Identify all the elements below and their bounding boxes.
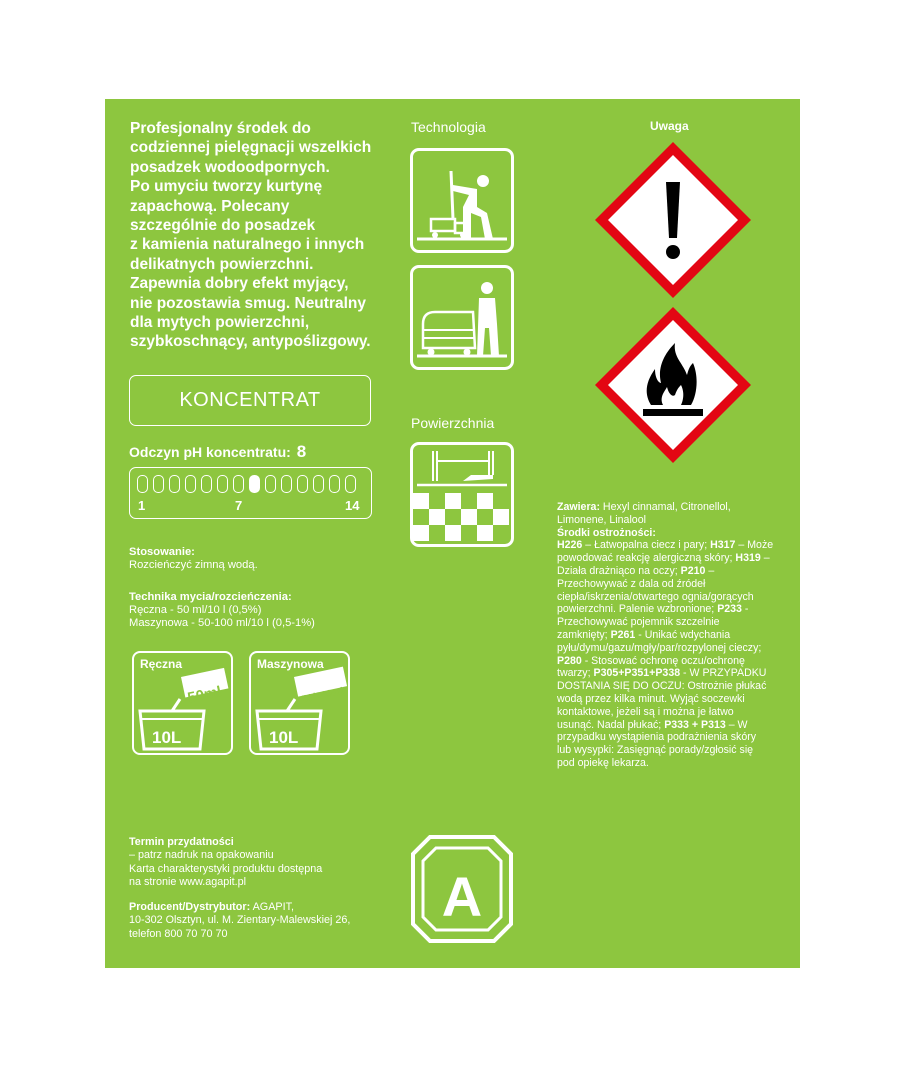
description-line: dla mytych powierzchni, bbox=[130, 314, 310, 332]
dosage-bucket-icon bbox=[251, 653, 347, 752]
producer-title: Producent/Dystrybutor: bbox=[129, 901, 251, 913]
agapit-logo-icon bbox=[410, 834, 514, 944]
precaution-line bbox=[557, 552, 797, 565]
ph-scale-min: 1 bbox=[138, 498, 146, 513]
floor-surface-pictogram bbox=[410, 442, 514, 547]
precaution-text: - Unikać wdychania bbox=[635, 628, 731, 641]
expiry-line: Karta charakterystyki produktu dostępna bbox=[129, 862, 323, 875]
description-line: szybkoschnący, antypoślizgowy. bbox=[130, 333, 371, 351]
ghs-exclamation-icon bbox=[593, 140, 753, 300]
ghs-flame-icon bbox=[593, 305, 753, 465]
precaution-text: kontaktowe, jeżeli są i można je łatwo bbox=[557, 705, 734, 718]
technique-section bbox=[129, 591, 315, 631]
precaution-text: pod opiekę lekarza. bbox=[557, 756, 649, 769]
precaution-line bbox=[557, 578, 797, 591]
precaution-text: twarzy; bbox=[557, 667, 594, 680]
precaution-text: pyłu/dymu/gazu/mgły/par/rozpylonej cieczy; bbox=[557, 641, 762, 654]
dosage-dose: 50/100ml bbox=[300, 685, 345, 706]
description-line: posadzek wodoodpornych. bbox=[130, 158, 330, 176]
manual-mopping-pictogram bbox=[410, 148, 514, 253]
ph-segment bbox=[153, 475, 164, 493]
manual-mopping-icon bbox=[413, 151, 511, 250]
precaution-line bbox=[557, 539, 797, 552]
precaution-line bbox=[557, 757, 797, 770]
floor-surface-icon bbox=[413, 445, 511, 544]
precaution-line bbox=[557, 642, 797, 655]
hazard-code: H226 bbox=[557, 539, 583, 552]
description-line: szczególnie do posadzek bbox=[130, 217, 316, 235]
ph-segment bbox=[345, 475, 356, 493]
precaution-line bbox=[557, 616, 797, 629]
technique-title: Technika mycia/rozcieńczenia: bbox=[129, 591, 292, 603]
surface-title: Powierzchnia bbox=[411, 415, 495, 431]
ph-scale bbox=[129, 467, 372, 519]
hazard-code: P261 bbox=[610, 628, 636, 641]
precaution-line bbox=[557, 706, 797, 719]
description-line: delikatnych powierzchni. bbox=[130, 255, 314, 273]
ph-segment bbox=[201, 475, 212, 493]
precaution-text: – bbox=[705, 564, 715, 577]
precaution-line bbox=[557, 667, 797, 680]
precaution-line bbox=[557, 655, 797, 668]
technique-line: Ręczna - 50 ml/10 l (0,5%) bbox=[129, 604, 262, 617]
precaution-text: przypadku wystąpienia podrażnienia skóry bbox=[557, 731, 757, 744]
precautions-title: Środki ostrożności: bbox=[557, 526, 656, 539]
ph-segment bbox=[313, 475, 324, 493]
ph-title bbox=[129, 442, 306, 462]
precaution-text: usunąć. Nadal płukać; bbox=[557, 718, 665, 731]
expiry-line: – patrz nadruk na opakowaniu bbox=[129, 849, 274, 862]
precaution-line bbox=[557, 629, 797, 642]
precaution-text: – bbox=[760, 552, 770, 565]
producer-name: AGAPIT, bbox=[250, 901, 294, 913]
ph-title-text: Odczyn pH koncentratu: bbox=[129, 444, 291, 460]
dosage-box-machine bbox=[249, 651, 350, 755]
hazard-code: H319 bbox=[735, 552, 761, 565]
usage-text: Rozcieńczyć zimną wodą. bbox=[129, 559, 258, 572]
ph-segment bbox=[185, 475, 196, 493]
description-line: z kamienia naturalnego i innych bbox=[130, 236, 365, 254]
dosage-dose: 50ml bbox=[186, 683, 224, 707]
ph-segment bbox=[249, 475, 260, 493]
ph-segment bbox=[297, 475, 308, 493]
dosage-name: Maszynowa bbox=[257, 657, 324, 671]
dosage-bucket-icon bbox=[134, 653, 230, 752]
ph-segment bbox=[265, 475, 276, 493]
description-line: Profesjonalny środek do bbox=[130, 120, 311, 137]
ph-segment bbox=[169, 475, 180, 493]
hazard-code: P305+P351+P338 bbox=[593, 667, 681, 680]
concentrate-badge: KONCENTRAT bbox=[129, 375, 371, 426]
precaution-text: powodować reakcję alergiczną skóry; bbox=[557, 552, 736, 565]
precaution-text: - W PRZYPADKU bbox=[680, 667, 767, 680]
description-line: zapachową. Polecany bbox=[130, 197, 290, 215]
precaution-line bbox=[557, 591, 797, 604]
dosage-volume: 10L bbox=[152, 728, 182, 747]
precaution-text: powierzchni. Palenie wzbronione; bbox=[557, 603, 718, 616]
description-line: Po umyciu tworzy kurtynę bbox=[130, 178, 323, 196]
precaution-text: - Stosować ochronę oczu/ochronę bbox=[581, 654, 745, 667]
producer-section bbox=[129, 901, 350, 941]
machine-scrubber-pictogram bbox=[410, 265, 514, 370]
usage-title: Stosowanie: bbox=[129, 546, 195, 558]
precaution-text: zamknięty; bbox=[557, 628, 611, 641]
precaution-line bbox=[557, 693, 797, 706]
ph-segment bbox=[281, 475, 292, 493]
dosage-box-manual bbox=[132, 651, 233, 755]
precaution-line bbox=[557, 731, 797, 744]
expiry-line: na stronie www.agapit.pl bbox=[129, 876, 247, 889]
precaution-line bbox=[557, 565, 797, 578]
precaution-text: DOSTANIA SIĘ DO OCZU: Ostrożnie płukać bbox=[557, 680, 767, 693]
precaution-line bbox=[557, 744, 797, 757]
hazard-code: P210 bbox=[680, 564, 706, 577]
ph-segment bbox=[137, 475, 148, 493]
precaution-text: Działa drażniąco na oczy; bbox=[557, 564, 681, 577]
ph-scale-max: 14 bbox=[345, 498, 360, 513]
ph-segment bbox=[233, 475, 244, 493]
precaution-text: Przechowywać z dala od źródeł bbox=[557, 577, 706, 590]
hazard-code: H317 bbox=[710, 539, 736, 552]
ph-segment bbox=[217, 475, 228, 493]
precaution-text: ciepła/iskrzenia/otwartego ognia/gorących bbox=[557, 590, 754, 603]
contains-text: Hexyl cinnamal, Citronellol, bbox=[599, 501, 731, 513]
precaution-text: – Może bbox=[735, 539, 774, 552]
dosage-name: Ręczna bbox=[140, 657, 183, 671]
precaution-text: lub wysypki: Zasięgnąć porady/zgłosić się bbox=[557, 744, 754, 757]
usage-section bbox=[129, 546, 258, 572]
contains-title: Zawiera: bbox=[557, 501, 600, 513]
logo-letter: A bbox=[441, 865, 483, 928]
product-label bbox=[105, 99, 800, 968]
precaution-line bbox=[557, 719, 797, 732]
precaution-text: – Łatwopalna ciecz i pary; bbox=[582, 539, 711, 552]
precaution-text: – W bbox=[725, 718, 748, 731]
technique-line: Maszynowa - 50-100 ml/10 l (0,5-1%) bbox=[129, 617, 315, 630]
producer-line: 10-302 Olsztyn, ul. M. Zientary-Malewskiej 26, bbox=[129, 914, 351, 927]
dosage-volume: 10L bbox=[269, 728, 299, 747]
product-description bbox=[130, 119, 380, 352]
description-line: nie pozostawia smug. Neutralny bbox=[130, 294, 366, 312]
precaution-line bbox=[557, 603, 797, 616]
description-line: Zapewnia dobry efekt myjący, bbox=[130, 275, 349, 293]
ph-value: 8 bbox=[296, 442, 307, 461]
precaution-line bbox=[557, 680, 797, 693]
producer-line: telefon 800 70 70 70 bbox=[129, 927, 228, 940]
technology-title: Technologia bbox=[411, 119, 486, 135]
machine-scrubber-icon bbox=[413, 268, 511, 367]
ph-scale-mid: 7 bbox=[235, 498, 243, 513]
expiry-title: Termin przydatności bbox=[129, 836, 234, 848]
hazard-code: P333 + P313 bbox=[664, 718, 726, 731]
composition-section bbox=[557, 501, 797, 770]
precaution-text: - bbox=[741, 603, 749, 616]
expiry-section bbox=[129, 836, 322, 890]
precaution-text: wodą przez kilka minut. Wyjąć soczewki bbox=[557, 692, 745, 705]
description-line: codziennej pielęgnacji wszelkich bbox=[130, 139, 372, 157]
hazard-code: P233 bbox=[717, 603, 742, 616]
precaution-text: Przechowywać pojemnik szczelnie bbox=[557, 616, 720, 629]
contains-line: Limonene, Linalool bbox=[557, 513, 646, 526]
hazard-code: P280 bbox=[557, 654, 582, 667]
ph-segment bbox=[329, 475, 340, 493]
warning-title: Uwaga bbox=[650, 119, 689, 133]
